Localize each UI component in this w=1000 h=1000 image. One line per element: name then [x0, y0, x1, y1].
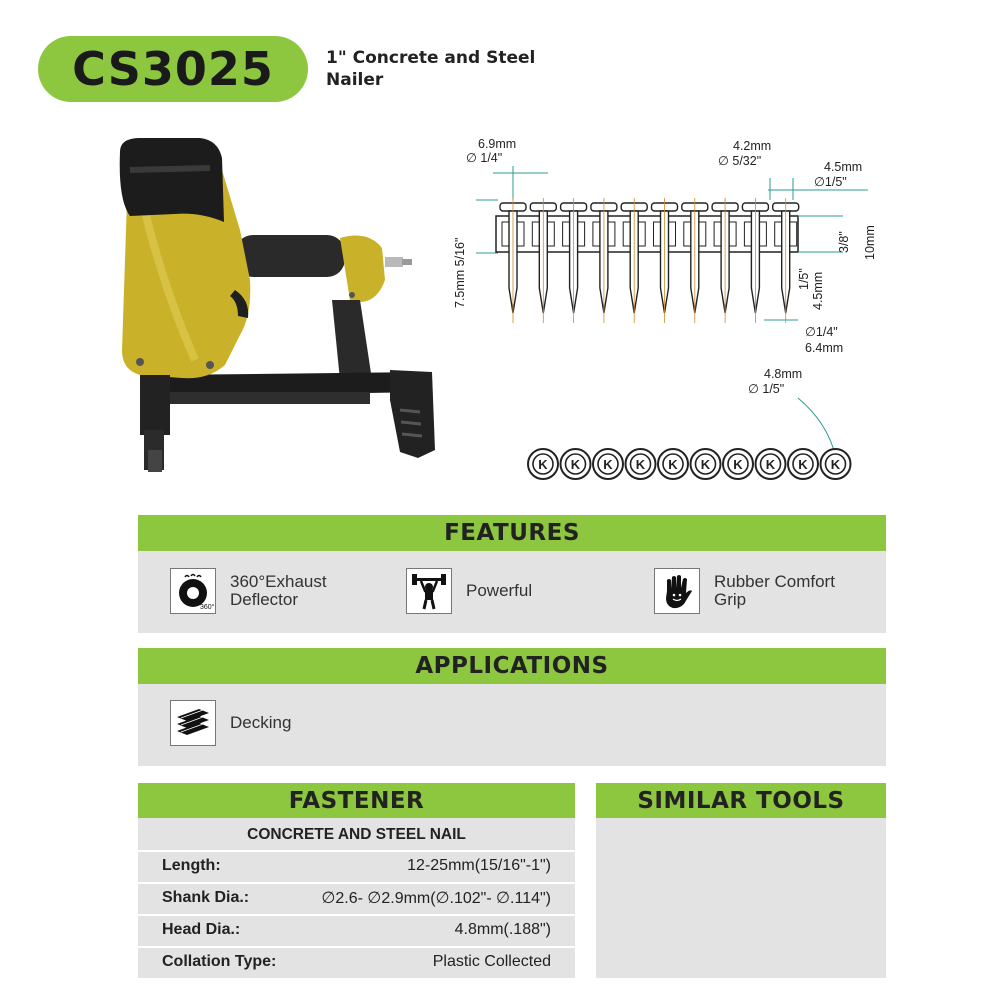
- nail-head: [593, 449, 623, 479]
- nail-head-mark: K: [700, 457, 711, 472]
- decking-icon: [170, 700, 216, 746]
- product-title-line1: 1" Concrete and Steel: [326, 48, 536, 68]
- dim-spacing-mm: 4.2mm: [733, 139, 772, 153]
- dim-head-mm: 6.9mm: [478, 137, 517, 151]
- nail-head-top-view: [528, 449, 851, 479]
- dim-bottom-mm: 6.4mm: [805, 341, 844, 355]
- dim-tip-mm: 4.5mm: [811, 271, 825, 310]
- nail-head-mark: K: [830, 457, 841, 472]
- nail-head-mark: K: [603, 457, 613, 472]
- fastener-title: FASTENER: [288, 787, 425, 814]
- applications-title: APPLICATIONS: [415, 653, 609, 679]
- nailer-product-image: [100, 130, 440, 480]
- nail-head: [691, 449, 721, 479]
- dim-spacing-in: ∅ 5/32": [718, 154, 762, 168]
- model-badge: [38, 36, 308, 102]
- feature-powerful-label: Powerful: [466, 581, 533, 600]
- dim-topview-mm: 4.8mm: [764, 367, 803, 381]
- nail-head-mark: K: [798, 457, 808, 472]
- dim-right-mm: 10mm: [863, 225, 877, 260]
- feature-grip: [654, 568, 835, 614]
- application-decking-label: Decking: [230, 713, 292, 732]
- dim-shank-mm: 4.5mm: [824, 160, 863, 174]
- nail-head: [561, 449, 591, 479]
- dim-shank-in: ∅1/5": [814, 175, 847, 189]
- applications-panel: [138, 684, 886, 766]
- nail-head-mark: K: [570, 457, 581, 472]
- product-title: [326, 47, 586, 91]
- product-title-line2: Nailer: [326, 70, 384, 90]
- dim-bottom-in: ∅1/4": [805, 325, 838, 339]
- nail-head: [756, 449, 786, 479]
- dim-head-in: ∅ 1/4": [466, 151, 503, 165]
- nail-head-mark: K: [668, 457, 678, 472]
- dim-tip-in: 1/5": [797, 268, 811, 290]
- nail-head: [723, 449, 753, 479]
- similar-tools-title: SIMILAR TOOLS: [637, 787, 845, 814]
- similar-tools-header: [596, 783, 886, 818]
- svg-text:360°: 360°: [200, 604, 215, 611]
- feature-powerful: [406, 568, 532, 614]
- strength-icon: [406, 568, 452, 614]
- application-decking: [170, 700, 291, 746]
- exhaust-deflector-icon: [170, 568, 216, 614]
- dim-right-in: 3/8": [837, 231, 851, 253]
- fastener-header: [138, 783, 575, 818]
- nail-head: [821, 449, 851, 479]
- dim-topview-in: ∅ 1/5": [748, 382, 785, 396]
- fastener-row-shank: Shank Dia.: ∅2.6- ∅2.9mm(∅.102"- ∅.114"): [162, 889, 551, 907]
- nail-head: [528, 449, 558, 479]
- features-header: [138, 515, 886, 551]
- nail-head: [788, 449, 818, 479]
- fastener-row-head: Head Dia.: 4.8mm(.188"): [162, 921, 551, 938]
- hand-grip-icon: [654, 568, 700, 614]
- nail-head: [658, 449, 688, 479]
- nail-head: [626, 449, 656, 479]
- fastener-row-length: Length: 12-25mm(15/16"-1"): [162, 857, 551, 874]
- nail-head-mark: K: [765, 457, 776, 472]
- fastener-subtitle: CONCRETE AND STEEL NAIL: [247, 826, 466, 843]
- nail-head-mark: K: [538, 457, 548, 472]
- nail-head-mark: K: [733, 457, 743, 472]
- features-panel: [138, 551, 886, 633]
- similar-tools-panel: [596, 818, 886, 978]
- feature-exhaust-label: 360°Exhaust Deflector: [230, 572, 327, 609]
- fastener-row-collation: Collation Type: Plastic Collected: [162, 953, 551, 970]
- model-number: CS3025: [72, 42, 274, 96]
- features-title: FEATURES: [444, 520, 580, 546]
- nail-strip-diagram: [448, 128, 888, 493]
- applications-header: [138, 648, 886, 684]
- nail-head-mark: K: [635, 457, 646, 472]
- feature-grip-label: Rubber Comfort Grip: [714, 572, 835, 609]
- dim-left-vertical: 7.5mm 5/16": [453, 237, 467, 308]
- feature-exhaust: [170, 568, 327, 614]
